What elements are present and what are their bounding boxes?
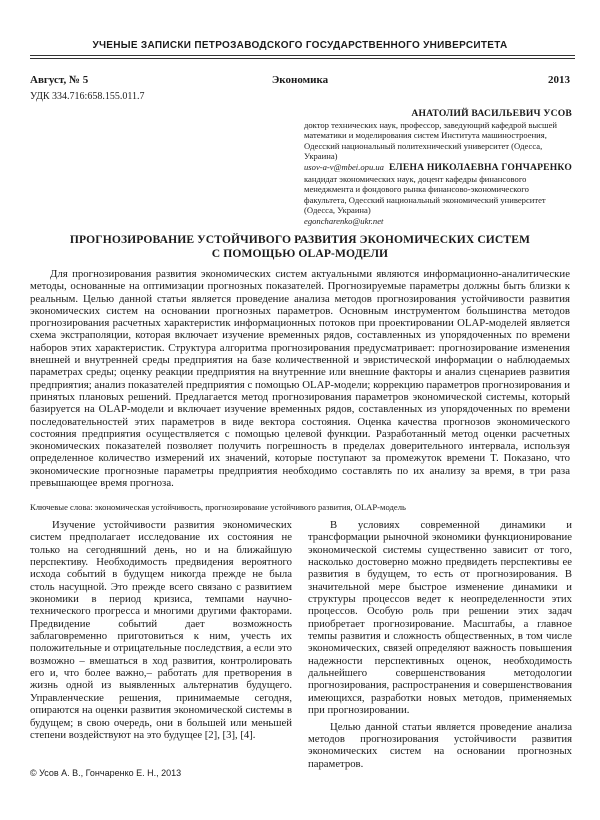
author-name: АНАТОЛИЙ ВАСИЛЬЕВИЧ УСОВ [411,108,572,119]
journal-title: УЧЕНЫЕ ЗАПИСКИ ПЕТРОЗАВОДСКОГО ГОСУДАРСТВЕННОГО УНИВЕРСИТЕТА [92,40,508,51]
issue-label: Август, № 5 [30,74,89,86]
author-affiliation: доктор технических наук, профессор, заведующий кафедрой высшей математики и моделирования систем Института машиностроения, Одесский национальный политехнический университет (Одесса, Украина) [304,119,557,162]
keywords: Ключевые слова: экономическая устойчивость, прогнозирование устойчивого развития, OLAP-модель [30,502,406,512]
udc-code: УДК 334.716:658.155.011.7 [30,91,145,102]
abstract: Для прогнозирования развития экономических систем актуальными являются информационно-аналитические методы, основанные на оптимизации прогнозных показателей. Прогнозируемые параметры должны быть близки к реальным. Целью данной статьи является проведение анализа методов прогнозирования устойчивости развития экономических систем на основании прогнозных параметров. Основным инструментом большинства методов прогнозирования расчетных характеристик информационных потоков при проектировании OLAP-моделей является схема экстраполяции, которая включает изучение временных рядов, составленных из упорядоченных по времени наборов этих характеристик. Структура алгоритма прогнозирования предусматривает: прогнозирование изменения внешней и внутренней среды предприятия на базе количественной и эвристической информации о наблюдаемых параметрах среды; оценку реакции предприятия на внутренние или внешние факторы и анализ сценариев развития предприятия; анализ показателей предприятия с помощью OLAP-модели; коррекцию параметров прогнозирования и принятых плановых решений. Предлагается метод прогнозирования параметров экономической системы, который базируется на OLAP-модели и включает изучение временных рядов, составленных из упорядоченных по времени последовательностей этих параметров в виде вектора состояния. Оценка качества прогнозов экономического состояния предприятия осуществляется с помощью целевой функции. Разработанный метод оценки расчетных экономических показателей позволяет получить погрешность в пределах доверительного интервала, используя определенное количество измерений их значений, которые поступают за промежуток времени T. Показано, что экономические прогнозные параметры предприятия необходимо составлять по их анализу за время, в три раза превышающее время прогноза. [30,268,570,490]
paragraph: Изучение устойчивости развития экономических систем предполагает исследование их состояния не только на сегодняшний день, но и на ближайшую перспективу. Необходимость предвидения вероятного исхода событий в будущем никогда прежде не была столь насущной. Это прежде всего связано с развитием экономики в период кризиса, темпами научно-технического прогресса и многими другими факторами. Предвидение событий дает возможность заблаговременно приготовиться к ним, учесть их положительные и отрицательные последствия, а если это возможно – вмешаться в ход развития, контролировать его и, что более важно,– работать для претворения в жизнь одной из выявленных альтернатив будущего. Управленческие решения, принимаемые сегодня, опираются на оценки развития экономической системы в будущем; в свою очередь, они в большей или меньшей степени воздействуют на это будущее [2], [3], [4]. [30,519,292,741]
copyright-notice: © Усов А. В., Гончаренко Е. Н., 2013 [30,768,182,778]
author-email: egoncharenko@ukr.net [304,215,384,226]
title-line-2: С ПОМОЩЬЮ OLAP-МОДЕЛИ [211,247,389,260]
header-rule-top [30,55,575,56]
author-name: ЕЛЕНА НИКОЛАЕВНА ГОНЧАРЕНКО [389,162,572,173]
body-column-right [308,519,572,774]
title-line-1: ПРОГНОЗИРОВАНИЕ УСТОЙЧИВОГО РАЗВИТИЯ ЭКОНОМИЧЕСКИХ СИСТЕМ [69,233,531,246]
header-rule-bottom [30,58,575,59]
year-label: 2013 [548,74,570,86]
paragraph: Целью данной статьи является проведение анализа методов прогнозирования устойчивости развития экономических систем на основании прогнозных параметров. [308,720,572,770]
section-label: Экономика [271,74,329,86]
body-column-left [30,519,292,745]
author-affiliation: кандидат экономических наук, доцент кафедры финансового менеджмента и фондового рынка финансово-экономического факультета, Одесский национальный экономический университет (Одесса, Украина) [304,173,546,216]
paragraph: В условиях современной динамики и трансформации рыночной экономики функционирование экономической системы существенно зависит от того, насколько достоверно можно предвидеть перспективы ее развития в будущем, то есть от прогнозирования. В значительной мере быстрое изменение динамики и структуры процессов ведет к неопределенности этих процессов. Особую роль при решении этих задач приобретает прогнозирование. Масштабы, а главное темпы развития и сложность общественных, в том числе экономических, связей определяют важность повышения надежности перспективных оценок, необходимость дальнейшего совершенствования методологии прогнозирования, распространения и совершенствования имеющихся, разработки новых методов, применяемых при прогнозировании. [308,519,572,717]
author-block-2 [304,163,572,227]
article-title [30,233,570,261]
author-email: usov-a-v@mbei.opu.ua [304,161,384,172]
